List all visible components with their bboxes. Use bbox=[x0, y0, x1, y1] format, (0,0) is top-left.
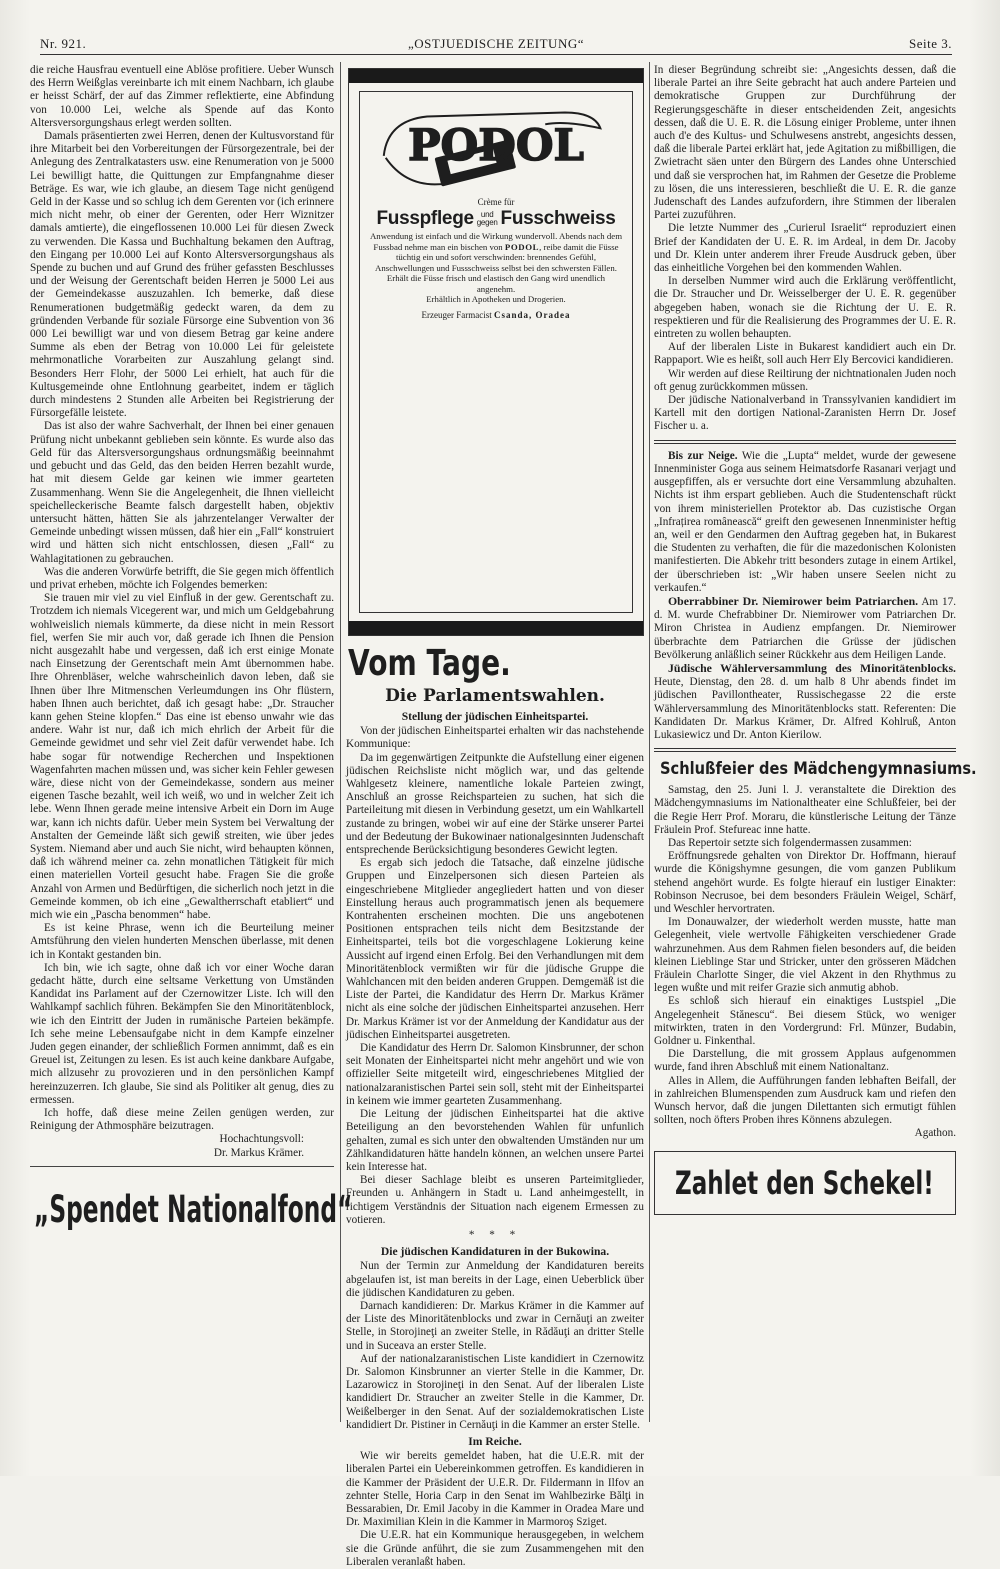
schekel-banner: Zahlet den Schekel! bbox=[675, 1163, 934, 1202]
ad-frame bbox=[359, 91, 633, 613]
article-paragraph: Auf der liberalen Liste in Bukarest kandidiert auch ein Dr. Rappaport. Wie es heißt, soll auch Herr Ely Bercovici kandidieren. bbox=[654, 341, 956, 367]
news-item-lead: Oberrabbiner Dr. Niemirower beim Patriarchen. bbox=[668, 593, 919, 608]
column-divider bbox=[649, 62, 650, 1422]
ad-availability: Erhältlich in Apotheken und Drogerien. bbox=[426, 294, 566, 305]
newspaper-title: „OSTJUEDISCHE ZEITUNG“ bbox=[407, 36, 584, 51]
article-paragraph: In dieser Begründung schreibt sie: „Angesichts dessen, daß die liberale Partei an ihre Seite gebracht hat auch andere Parteien und demokratische Gruppen zur Durchführung der Regierungsgeschäfte in dieser entscheidenden Zeit, angesichts dessen, daß die U. E. R. die Lösung einiger Probleme, unter ihnen auch d'e des Kultus- und Schulwesens anstrebt, angesichts dessen, daß die liberale Partei erklärt hat, jede Agitation zu mißbilligen, die Zwietracht säen unter den Bürgern des Landes ohne Unterschied und daß sie versprochen hat, im Rahmen der Gesetze die Probleme zu lösen, die uns interessieren, beschließt die U. E. R. die ganze Judenschaft des Landes aufzufordern, ihre Stimmen der liberalen Partei zuzuführen. bbox=[654, 64, 956, 222]
closing-line: Hochachtungsvoll: bbox=[219, 1133, 304, 1146]
section-rule bbox=[30, 1166, 334, 1167]
news-item bbox=[654, 662, 956, 742]
podol-logo-icon bbox=[368, 98, 624, 194]
article-paragraph: Die Kandidatur des Herrn Dr. Salomon Kinsbrunner, der schon seit Monaten der Einheitspartei nicht mehr angehört und wie von offizieller Seite mitgeteilt wird, eingeschriebenes Mitglied der nationalzaranistischen Partei sein soll, steht mit der Einheitspartei in keinem wie immer gearteten Zusammenhang. bbox=[346, 1042, 644, 1107]
article-paragraph: Alles in Allem, die Aufführungen fanden lebhaften Beifall, der in zahlreichen Blumenspenden zum Ausdruck kam und riefen den Wunsch hervor, daß die jungen Dilettanten sich ermutigt fühlen sollten, noch öfters Proben ihres Könnens abzulegen. bbox=[654, 1074, 956, 1127]
article-subheadline: Die jüdischen Kandidaturen in der Bukowina. bbox=[380, 1245, 610, 1259]
column-middle bbox=[346, 64, 644, 1568]
section-title: Vom Tage. bbox=[348, 643, 511, 684]
ad-body-brand: PODOL bbox=[504, 241, 540, 252]
article-paragraph: Was die anderen Vorwürfe betrifft, die Sie gegen mich öffentlich und privat erheben, möchte ich Folgendes bemerken: bbox=[30, 565, 334, 591]
schekel-banner-box bbox=[654, 1151, 956, 1215]
article-paragraph: Ich hoffe, daß diese meine Zeilen genügen werden, zur Reinigung der Athmosphäre beizutragen. bbox=[30, 1107, 334, 1133]
article-paragraph: Auf der nationalzaranistischen Liste kandidiert in Czernowitz Dr. Salomon Kinsbrunner an vierter Stelle in die Kammer, Dr. Lazarowicz in Storojineţi in den Senat. Auf der liberalen Liste kandidiert Dr. Straucher an zweiter Stelle in die Kammer, Dr. Weißelberger in den Senat. Auf der sozialdemokratischen Liste kandidiert Dr. Pistiner in Cernăuţi in die Kammer an erster Stelle. bbox=[346, 1352, 644, 1431]
ad-headline-connector bbox=[477, 211, 498, 227]
column-left bbox=[30, 64, 353, 1424]
article-paragraph: Darnach kandidieren: Dr. Markus Krämer in die Kammer auf der Liste des Minoritätenblocks und zwar in Cernăuţi an zweiter Stelle, in Storojineţi an zweiter Stelle, in Rădăuţi an dritter Stelle und in Suceava an erster Stelle. bbox=[346, 1299, 644, 1352]
ad-maker-label: Erzeuger Farmacist bbox=[421, 309, 492, 320]
article-paragraph: Es ergab sich jedoch die Tatsache, daß einzelne jüdische Gruppen und Einzelpersonen sich diesen Parteien als eingeschriebene Mitglieder angegliedert hatten und von dieser Einstellung heraus auch programmatisch jenen als bequemere Kontrahenten erscheinen mochten. Die uns angebotenen Positionen entsprachen teils nicht dem Besitzstande der Einheitspartei, teils bot die vorgeschlagene Lokierung keine Aussicht auf irgend einen Erfolg. Bei den Verhandlungen mit dem Minoritätenblock vermißten wir für die jüdische Gruppe die Wahlchancen mit den beiden anderen Gruppen. Demgemäß ist die Liste der Partei, die Kandidatur des Herrn Dr. Markus Krämer nicht als eine solche der jüdischen Einheitspartei anzusehen. Herr Dr. Markus Krämer ist vor der Anmeldung der Kandidatur aus der jüdischen Einheitspartei ausgetreten. bbox=[346, 857, 644, 1041]
article-subheadline: Stellung der jüdischen Einheitspartei. bbox=[401, 710, 589, 723]
news-item bbox=[654, 450, 956, 595]
article-paragraph: Im Donauwalzer, der wiederholt werden musste, hatte man Gelegenheit, viele wertvolle Fähigkeiten verschiedener Grade wahrzunehmen. Aus dem Rahmen fielen besonders auf, die beiden kleinen Lieblinge Star und Stricker, unter den grösseren Mädchen Fräulein Charlotte Singer, die viel Akzent in den Rhythmus zu legen wußte und mit reifer Grazie sich anmutig abhob. bbox=[654, 916, 956, 995]
nationalfond-banner: „Spendet Nationalfond“ bbox=[34, 1187, 353, 1231]
ad-maker bbox=[368, 309, 624, 322]
article-paragraph: In derselben Nummer wird auch die Erklärung veröffentlicht, die Dr. Straucher und Dr. Weisselberger der U. E. R. gegenüber abgegeben haben, wonach sie die Richtung der U. E. R. respektieren und für die Realisierung des Programmes der U. E. R. eintreten zu wollen behaupten. bbox=[654, 275, 956, 341]
ad-headline-left: Fusspflege bbox=[376, 208, 474, 230]
article-paragraph: Von der jüdischen Einheitspartei erhalten wir das nachstehende Kommunique: bbox=[346, 725, 644, 751]
podol-brand: PODOL bbox=[407, 119, 585, 171]
news-item-lead: Bis zur Neige. bbox=[668, 449, 738, 462]
ad-body-pre: Anwendung ist einfach und die Wirkung wundervoll. Abends nach dem Fussbad nehme man ein bischen von bbox=[369, 231, 623, 252]
ad-maker-name: Csanda, Oradea bbox=[493, 309, 571, 320]
article-paragraph: Es ist keine Phrase, wenn ich die Beurteilung meiner Amtsführung den vielen hunderten Menschen überlasse, mit denen ich in Kontakt gestanden bin. bbox=[30, 922, 334, 961]
signature: Dr. Markus Krämer. bbox=[213, 1146, 304, 1159]
column-right bbox=[654, 64, 977, 1424]
section-rule bbox=[654, 440, 956, 444]
article-headline: Schlußfeier des Mädchengymnasiums. bbox=[660, 759, 977, 780]
article-paragraph: die reiche Hausfrau eventuell eine Ablöse profitiere. Ueber Wunsch des Herrn Weißglas vereinbarte ich mit einem Nachbarn, ich glaube er heisst Schärf, der auf das Zimmer reflektierte, eine Abfindung von 10.000 Lei, welche als Spende auf das Konto Altersversorgungshaus erlegt werden sollten. bbox=[30, 64, 334, 129]
article-paragraph: Wir werden auf diese Reiltirung der nichtnationalen Juden noch oft genug zurückkommen müssen. bbox=[654, 367, 956, 393]
article-paragraph: Es schloß sich hierauf ein einaktiges Lustspiel „Die Angelegenheit Stănescu“. Bei diesem Stück, wo weniger mitwirkten, traten in den Vordergrund: Frl. Münzer, Budabin, Goldner u. Finkenthal. bbox=[654, 995, 956, 1048]
article-paragraph: Da im gegenwärtigen Zeitpunkte die Aufstellung einer eigenen jüdischen Reichsliste nicht möglich war, und das geltende Wahlgesetz kleinere, namentliche lokale Parteien zwingt, Anschluß an grosse Reichsparteien zu suchen, hat sich die Parteileitung mit diesen in Verbindung gesetzt, um ein Wahlkartell zustande zu bringen, wobei wir auf eine der Stärke unserer Partei und der Bedeutung der Bukowinaer nationalgesinnten Judenschaft entsprechende Berücksichtigung besonderes Gewicht legten. bbox=[346, 751, 644, 857]
news-item bbox=[654, 595, 956, 662]
issue-number: Nr. 921. bbox=[40, 36, 87, 51]
page-number: Seite 3. bbox=[909, 36, 952, 51]
ad-headline-right: Fusschweiss bbox=[500, 208, 616, 230]
article-paragraph: Der jüdische Nationalverband in Transsylvanien kandidiert im Kartell mit den dortigen National-Zaranisten Herrn Dr. Josef Fischer u. a. bbox=[654, 394, 956, 433]
article-subheadline: Im Reiche. bbox=[468, 1434, 522, 1448]
ad-body bbox=[368, 231, 624, 305]
article-paragraph: Die U.E.R. hat ein Kommunique herausgegeben, in welchem sie die Gründe anführt, die sie zum Zusammengehen mit den Liberalen veranlaßt haben. bbox=[346, 1529, 644, 1568]
article-paragraph: Die Leitung der jüdischen Einheitspartei hat die aktive Beteiligung an den bevorstehenden Wahlen für unfunlich gehalten, zumal es sich unter den obwaltenden Umständen nur um Zählkandidaturen hätte handeln können, an welchen unsere Partei kein Interesse hat. bbox=[346, 1108, 644, 1173]
article-paragraph: Nun der Termin zur Anmeldung der Kandidaturen bereits abgelaufen ist, ist man bereits in der Lage, einen Ueberblick über die jüdischen Kandidaturen zu geben. bbox=[346, 1260, 644, 1299]
article-paragraph: Das Repertoir setzte sich folgendermassen zusammen: bbox=[668, 836, 912, 849]
article-paragraph: Ich bin, wie ich sagte, ohne daß ich vor einer Woche daran gedacht hätte, durch eine seltsame Verkettung von Umständen Kandidat ins Parlament auf der Czernowitzer Liste. Ich will den Wahlkampf sachlich führen. Bekämpfen Sie den Minoritätenblock, wie ich den Eintritt der Juden in rumänische Parteien bekämpfe. Ich sehe meine Lebensaufgabe nicht in dem Kampfe einzelner Juden gegen einander, der schließlich Formen annimmt, daß es ein Greuel ist, Zeitungen zu lesen. Es ist auch keine dankbare Aufgabe, mich allzusehr zu provozieren und in den persönlichen Kampf hereinzuzerren. Ich glaube, Sie sind als Politiker alt genug, dies zu ermessen. bbox=[30, 961, 334, 1106]
article-paragraph: Bei dieser Sachlage bleibt es unseren Parteimitglieder, Freunden u. Anhängern in Stadt u. Land anheimgestellt, in richtigem Verständnis der Situation nach eigenem Ermessen zu votieren. bbox=[346, 1174, 644, 1226]
news-item-lead: Jüdische Wählerversammlung des Minoritätenblocks. bbox=[668, 660, 956, 675]
article-paragraph: Die letzte Nummer des „Curierul Israelit“ reproduziert einen Brief der Kandidaten der U. E. R. im Ardeal, in dem Dr. Jacoby und Dr. Klein unter anderem ihrer Freude Ausdruck geben, über das einheitliche Vorgehen bei den kommenden Wahlen. bbox=[654, 222, 956, 275]
header-rule bbox=[40, 54, 952, 55]
ad-top-bar bbox=[349, 69, 643, 83]
article-paragraph: Samstag, den 25. Juni l. J. veranstaltete die Direktion des Mädchengymnasiums im Nationaltheater eine Schlußfeier, bei der die Regie Herr Prof. Moraru, die künstlerische Leitung der Tänze Fräulein Prof. Stefureac inne hatte. bbox=[654, 784, 956, 836]
ad-body-post: , reibe damit die Füsse tüchtig ein und sofort verschwinden: brennendes Gefühl, Anschwellungen und Fussschweiss selbst bei den schwersten Fällen. Erhält die Füsse frisch und elastisch den Gang wird unendlich angenehm. bbox=[375, 241, 619, 294]
news-item-text: Wie die „Lupta“ meldet, wurde der gewesene Innenminister Goga aus seinem Heimatsdorfe Rasanari verjagt und ausgepfiffen, als er versuchte dort eine Versammlung abzuhalten. Nichts ist ihm erspart geblieben. Auch die Studentenschaft rückt von ihrem ministeriellen Protektor ab. Das cuzistische Organ „Infrațirea românească“ greift den gewesenen Innenminister heftig an, weil er den Gendarmen den Auftrag gegeben hat, in Bukarest die Studenten zu verhaften, die für die mazedonischen Kolonisten manifestierten. Die Abkehr tritt besonders zutage in einem Artikel, der überschrieben ist: „Wir haben unsere Seelen nicht zu verkaufen.“ bbox=[654, 449, 956, 594]
ad-headline bbox=[368, 208, 624, 230]
article-paragraph: Eröffnungsrede gehalten von Direktor Dr. Hoffmann, hierauf wurde die Königshymne gesungen, die vom ganzen Publikum stehend angehört wurde. Es folgte hierauf ein lustiger Einakter: Robinson Necrusoe, bei dem besonders Fräulein Weigel, Schärf, und Weschler hervortraten. bbox=[654, 850, 956, 915]
article-paragraph: Damals präsentierten zwei Herren, denen der Kultusvorstand für ihre Mitarbeit bei den Vorbereitungen der Fürsorgezentrale, bei der Anlegung des Zentralkatasters usw. eine Renumeration von je 5000 Lei bewilligt hatte, die Quittungen zur Empfangnahme dieser Beträge. Es war, wie ich glaube, an diesem Tage nicht genügend Geld in der Kasse und so schlug ich dem Gerenten vor (ich erinnere mich nicht mehr, ob einer der Gerenten, oder Herr Wiznitzer damals amtierte), die eingeflossenen 10.000 Lei für diesen Zweck zu verwenden. Die Kassa und Buchhaltung bekamen den Auftrag, den Eingang per 10.000 Lei auf Konto Altersversorgungshaus als Spende zu buchen und auf Grund des früher gefassten Beschlusses und der Weisung der Gerentschaft beiden Herren je 5000 Lei aus der Gemeindekasse auszuzahlen. Ich bemerke, daß diese Renumerationen budgetmäßig gedeckt waren, da dem zu gründenden Verbande für soziale Fürsorge eine Subvention von 36 000 Lei bewilligt war und von diesem Betrag gar keine andere Summe als eben der Betrag von 10.000 Lei für geleistete mehrmonatliche Vorarbeiten zur Auszahlung gelangt sind. Besonders Herr Flohr, der 5000 Lei erhielt, hat auch für die Kultusgemeinde ohne Entlohnung gearbeitet, indem er täglich durch mindestens 2 Stunden alle Arbeiten bei Registrierung der Fürsorgefälle leistete. bbox=[30, 130, 334, 420]
article-paragraph: Sie trauen mir viel zu viel Einfluß in der gew. Gerentschaft zu. Trotzdem ich niemals Vicegerent war, und mich um Geldgebahrung wohlweislich niemals kümmerte, da diese nicht in mein Ressort fiel, werfen Sie mir auch vor, daß gerade ich Ihnen die Pension nicht ausgezahlt habe und vergessen, daß ich erst einige Monate nach Einsetzung der Gerentschaft mein Amt übernommen habe. Ihre Ohrenbläser, welche wahrscheinlich davon leben, daß sie Ihnen über Ihre Mitmenschen Verleumdungen ins Ohr flüstern, haben Ihnen auch berichtet, daß ich gesagt habe: „Dr. Straucher kann gehen Steine klopfen.“ Das eine ist ebenso unwahr wie das andere. Wahr ist nur, daß ich mich ehrlich der Arbeit für die Gemeinde gewidmet und sehr viel Zeit dafür verwendet habe. Ich habe sogar für notwendige Recherchen und Inspektionen Wagenfahrten machen müssen und, was sicher kein Fehler gewesen wäre, diese nicht von der Gemeindekasse, sondern aus meiner eigenen Tasche bezahlt, weil ich weiß, wo und in welcher Zeit ich lebe. Wenn Ihnen gerade meine intensive Arbeit ein Dorn im Auge war, kann ich nichts dafür. Ueber mein System bei Verwaltung der Anstalten der Gemeinde läßt sich gewiß streiten, wie über jedes System. Niemand aber und auch Sie nicht, wird behaupten können, daß ich während meiner ca. zehn monatlichen Tätigkeit für mich einen materiellen Vorteil gesucht habe. Fragen Sie die große Anzahl von Armen und Bedürftigen, die sicherlich noch jetzt in die Gemeinde kommen, ob ich eine „Gewaltherrschaft etabliert“ und mich wie ein „Pascha benommen“ habe. bbox=[30, 592, 334, 921]
news-item-text: Heute, Dienstag, den 28. d. um halb 8 Uhr abends findet im jüdischen Pavillontheater, Russischegasse 22 die erste Wählerversammlung des Minoritätenblocks statt. Referenten: Die Kandidaten Dr. Markus Krämer, Dr. Alfred Kohlruß, Anton Lukasiewicz und Dr. Anton Kierilow. bbox=[654, 676, 956, 741]
ad-tagline: Crème für bbox=[477, 197, 515, 207]
article-headline: Die Parlamentswahlen. bbox=[385, 686, 605, 706]
article-paragraph: Wie wir bereits gemeldet haben, hat die U.E.R. mit der liberalen Partei ein Uebereinkommen getroffen. Es kandidieren in die Kammer der Präsident der U.E.R. Dr. Fildermann in Ilfov an zehnter Stelle, Horia Carp in den Senat im Wahlbezirke Bălţi in Bessarabien, Dr. Emil Jacoby in die Kammer in Oradea Mare und Dr. Maximilian Klein in die Kammer in Marmoroş Sziget. bbox=[346, 1450, 644, 1529]
section-separator: * * * bbox=[468, 1228, 522, 1241]
ad-bottom-bar bbox=[349, 621, 643, 635]
signature: Agathon. bbox=[914, 1127, 956, 1140]
ad-connector-top: und bbox=[480, 210, 494, 220]
news-item-text: Am 17. d. M. wurde Chefrabbiner Dr. Niemirower vom Patriarchen Dr. Miron Christea in Audienz empfangen. Dr. Niemirower überbrachte dem Patriarchen die Grüsse der jüdischen Bevölkerung anläßlich seiner Rückkehr aus dem Heiligen Lande. bbox=[654, 595, 956, 661]
ad-connector-bottom: gegen bbox=[476, 218, 498, 228]
page-header bbox=[40, 36, 952, 54]
podol-advertisement bbox=[348, 68, 644, 636]
section-rule bbox=[654, 748, 956, 752]
article-paragraph: Die Darstellung, die mit grossem Applaus aufgenommen wurde, fand ihren Abschluß mit einem Nationaltanz. bbox=[654, 1048, 956, 1074]
article-paragraph: Das ist also der wahre Sachverhalt, der Ihnen bei einer genauen Prüfung nicht unbekannt geblieben sein könnte. Es wurde also das Geld für das Altersversorgungshaus ordnungsmäßig beeinnahmt und gebucht und das Geld, das den beiden Herren bezahlt wurde, hat mit diesem Gelde gar keinen wie immer gearteten Zusammenhang. Wenn Sie die Angelegenheit, die Ihnen vielleicht speichelleckerische Beamte falsch dargestellt haben, objektiv untersucht hätten, hätten Sie als jahrzentelanger Verwalter der Gemeinde unbedingt wissen müssen, daß hier ein „Fall“ konstruiert wird und hätten sich nicht entschlossen, diesen „Fall“ zu Wahlagitationen zu gebrauchen. bbox=[30, 420, 334, 565]
